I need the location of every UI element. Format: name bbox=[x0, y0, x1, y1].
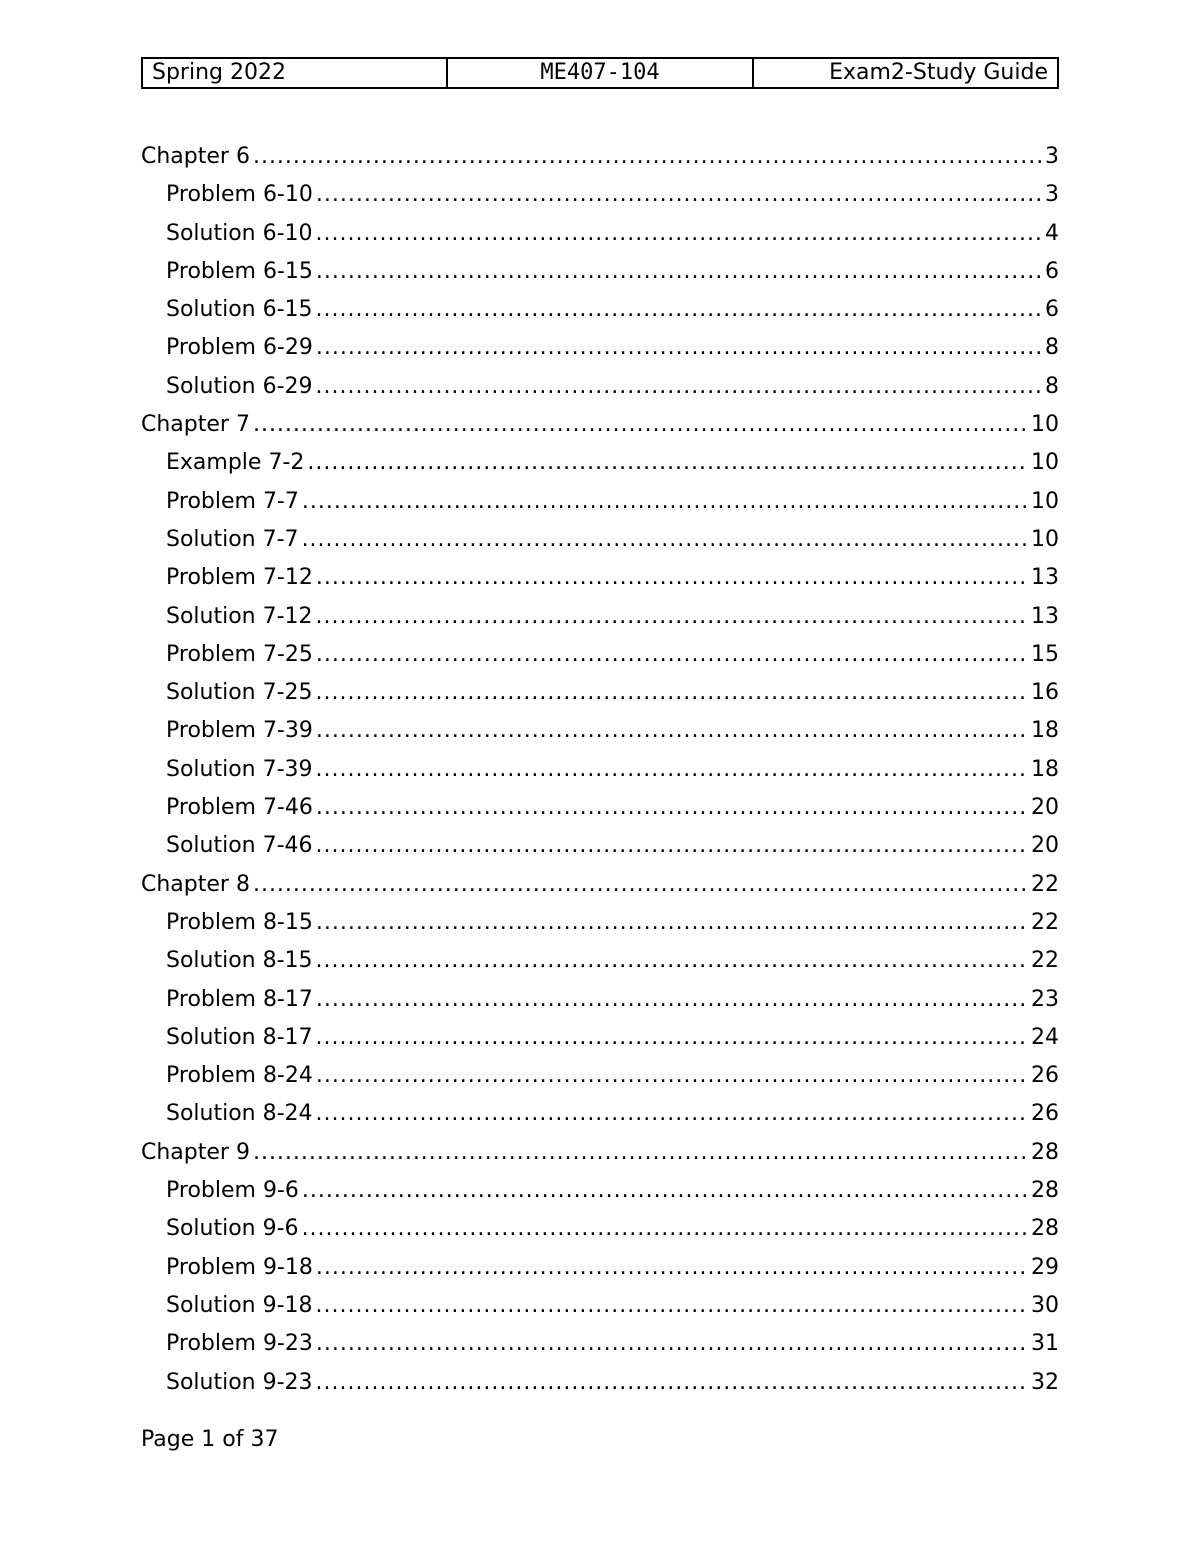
toc-item-entry[interactable] bbox=[141, 1364, 1059, 1402]
toc-chapter-entry[interactable] bbox=[141, 406, 1059, 444]
toc-entry-page: 4 bbox=[1045, 220, 1059, 246]
toc-entry-page: 6 bbox=[1045, 297, 1059, 323]
toc-entry-page: 3 bbox=[1045, 182, 1059, 208]
header-semester: Spring 2022 bbox=[152, 60, 286, 85]
toc-dot-leader bbox=[316, 674, 1028, 712]
toc-entry-label: Chapter 6 bbox=[141, 144, 250, 169]
header-title: Exam2-Study Guide bbox=[752, 59, 1057, 87]
toc-entry-page: 20 bbox=[1031, 795, 1059, 821]
toc-dot-leader bbox=[316, 827, 1028, 865]
toc-item-entry[interactable] bbox=[141, 559, 1059, 597]
toc-entry-page: 10 bbox=[1031, 488, 1059, 514]
toc-entry-page: 32 bbox=[1031, 1369, 1059, 1395]
toc-entry-page: 26 bbox=[1031, 1101, 1059, 1127]
header-course: ME407-104 bbox=[446, 59, 751, 87]
toc-entry-page: 3 bbox=[1045, 144, 1059, 169]
toc-entry-page: 10 bbox=[1031, 412, 1059, 438]
toc-item-entry[interactable] bbox=[141, 674, 1059, 712]
toc-entry-label: Problem 7-25 bbox=[166, 641, 313, 667]
page-header bbox=[141, 57, 1059, 89]
toc-dot-leader bbox=[316, 636, 1028, 674]
toc-dot-leader bbox=[316, 1095, 1028, 1133]
toc-item-entry[interactable] bbox=[141, 942, 1059, 980]
toc-entry-page: 16 bbox=[1031, 680, 1059, 706]
toc-entry-label: Solution 6-10 bbox=[166, 220, 313, 246]
toc-entry-page: 8 bbox=[1045, 335, 1059, 361]
toc-entry-page: 26 bbox=[1031, 1063, 1059, 1089]
toc-entry-page: 28 bbox=[1031, 1216, 1059, 1242]
toc-item-entry[interactable] bbox=[141, 521, 1059, 559]
toc-entry-label: Solution 9-18 bbox=[166, 1292, 313, 1318]
toc-item-entry[interactable] bbox=[141, 1249, 1059, 1287]
toc-entry-label: Chapter 7 bbox=[141, 412, 250, 438]
toc-item-entry[interactable] bbox=[141, 1210, 1059, 1248]
toc-entry-page: 24 bbox=[1031, 1024, 1059, 1050]
toc-entry-label: Solution 6-15 bbox=[166, 297, 313, 323]
toc-entry-page: 28 bbox=[1031, 1178, 1059, 1204]
toc-entry-label: Chapter 9 bbox=[141, 1139, 250, 1165]
toc-entry-label: Solution 7-25 bbox=[166, 680, 313, 706]
toc-item-entry[interactable] bbox=[141, 368, 1059, 406]
toc-item-entry[interactable] bbox=[141, 1019, 1059, 1057]
toc-entry-label: Problem 6-15 bbox=[166, 258, 313, 284]
table-of-contents bbox=[141, 138, 1059, 1402]
toc-entry-label: Solution 8-24 bbox=[166, 1101, 313, 1127]
toc-dot-leader bbox=[316, 1057, 1028, 1095]
toc-item-entry[interactable] bbox=[141, 981, 1059, 1019]
toc-entry-label: Solution 7-12 bbox=[166, 603, 313, 629]
toc-dot-leader bbox=[307, 444, 1028, 482]
toc-entry-page: 22 bbox=[1031, 948, 1059, 974]
toc-entry-label: Example 7-2 bbox=[166, 450, 305, 476]
toc-entry-page: 18 bbox=[1031, 718, 1059, 744]
toc-entry-label: Problem 9-6 bbox=[166, 1178, 299, 1204]
toc-item-entry[interactable] bbox=[141, 329, 1059, 367]
toc-chapter-entry[interactable] bbox=[141, 866, 1059, 904]
toc-dot-leader bbox=[253, 406, 1028, 444]
toc-item-entry[interactable] bbox=[141, 789, 1059, 827]
toc-entry-page: 31 bbox=[1031, 1331, 1059, 1357]
toc-item-entry[interactable] bbox=[141, 444, 1059, 482]
page-number: Page 1 of 37 bbox=[141, 1427, 279, 1452]
toc-item-entry[interactable] bbox=[141, 1057, 1059, 1095]
toc-entry-label: Problem 6-29 bbox=[166, 335, 313, 361]
toc-entry-label: Problem 6-10 bbox=[166, 182, 313, 208]
toc-item-entry[interactable] bbox=[141, 1172, 1059, 1210]
toc-dot-leader bbox=[316, 291, 1042, 329]
toc-dot-leader bbox=[316, 1287, 1028, 1325]
toc-entry-label: Solution 7-39 bbox=[166, 756, 313, 782]
toc-entry-page: 10 bbox=[1031, 526, 1059, 552]
toc-item-entry[interactable] bbox=[141, 1095, 1059, 1133]
toc-dot-leader bbox=[316, 598, 1028, 636]
toc-entry-page: 6 bbox=[1045, 258, 1059, 284]
toc-item-entry[interactable] bbox=[141, 483, 1059, 521]
toc-entry-page: 20 bbox=[1031, 833, 1059, 859]
toc-entry-page: 23 bbox=[1031, 986, 1059, 1012]
toc-entry-label: Problem 7-39 bbox=[166, 718, 313, 744]
toc-item-entry[interactable] bbox=[141, 712, 1059, 750]
toc-dot-leader bbox=[316, 904, 1028, 942]
toc-item-entry[interactable] bbox=[141, 598, 1059, 636]
toc-entry-page: 13 bbox=[1031, 603, 1059, 629]
toc-entry-page: 28 bbox=[1031, 1139, 1059, 1165]
toc-dot-leader bbox=[302, 1172, 1028, 1210]
toc-entry-label: Problem 8-15 bbox=[166, 909, 313, 935]
toc-entry-label: Problem 9-23 bbox=[166, 1331, 313, 1357]
toc-entry-page: 8 bbox=[1045, 373, 1059, 399]
toc-entry-page: 29 bbox=[1031, 1254, 1059, 1280]
toc-item-entry[interactable] bbox=[141, 253, 1059, 291]
toc-item-entry[interactable] bbox=[141, 291, 1059, 329]
toc-dot-leader bbox=[316, 253, 1042, 291]
toc-entry-label: Problem 7-46 bbox=[166, 795, 313, 821]
toc-dot-leader bbox=[253, 866, 1028, 904]
toc-dot-leader bbox=[253, 1134, 1028, 1172]
toc-entry-page: 13 bbox=[1031, 565, 1059, 591]
toc-item-entry[interactable] bbox=[141, 751, 1059, 789]
toc-entry-page: 30 bbox=[1031, 1292, 1059, 1318]
toc-entry-label: Problem 7-12 bbox=[166, 565, 313, 591]
toc-entry-label: Solution 8-15 bbox=[166, 948, 313, 974]
toc-entry-page: 15 bbox=[1031, 641, 1059, 667]
toc-entry-page: 10 bbox=[1031, 450, 1059, 476]
toc-entry-page: 22 bbox=[1031, 871, 1059, 897]
toc-item-entry[interactable] bbox=[141, 827, 1059, 865]
toc-entry-label: Solution 7-46 bbox=[166, 833, 313, 859]
toc-entry-label: Solution 8-17 bbox=[166, 1024, 313, 1050]
toc-dot-leader bbox=[316, 751, 1028, 789]
toc-entry-page: 22 bbox=[1031, 909, 1059, 935]
toc-item-entry[interactable] bbox=[141, 176, 1059, 214]
toc-item-entry[interactable] bbox=[141, 1287, 1059, 1325]
toc-dot-leader bbox=[316, 981, 1028, 1019]
toc-dot-leader bbox=[302, 1210, 1028, 1248]
toc-entry-label: Problem 8-17 bbox=[166, 986, 313, 1012]
toc-entry-page: 18 bbox=[1031, 756, 1059, 782]
toc-dot-leader bbox=[316, 1325, 1028, 1363]
toc-entry-label: Solution 9-23 bbox=[166, 1369, 313, 1395]
toc-dot-leader bbox=[316, 176, 1042, 214]
toc-entry-label: Solution 6-29 bbox=[166, 373, 313, 399]
toc-dot-leader bbox=[253, 138, 1042, 176]
toc-chapter-entry[interactable] bbox=[141, 1134, 1059, 1172]
toc-dot-leader bbox=[316, 712, 1028, 750]
toc-item-entry[interactable] bbox=[141, 215, 1059, 253]
toc-dot-leader bbox=[316, 1249, 1028, 1287]
toc-entry-label: Solution 9-6 bbox=[166, 1216, 299, 1242]
toc-dot-leader bbox=[316, 942, 1028, 980]
toc-dot-leader bbox=[316, 368, 1042, 406]
toc-entry-label: Problem 8-24 bbox=[166, 1063, 313, 1089]
toc-dot-leader bbox=[316, 1019, 1028, 1057]
toc-entry-label: Solution 7-7 bbox=[166, 526, 299, 552]
toc-item-entry[interactable] bbox=[141, 904, 1059, 942]
toc-dot-leader bbox=[316, 1364, 1028, 1402]
toc-entry-label: Problem 7-7 bbox=[166, 488, 299, 514]
toc-dot-leader bbox=[316, 329, 1042, 367]
toc-dot-leader bbox=[302, 521, 1028, 559]
toc-item-entry[interactable] bbox=[141, 1325, 1059, 1363]
toc-item-entry[interactable] bbox=[141, 636, 1059, 674]
toc-dot-leader bbox=[316, 215, 1042, 253]
toc-dot-leader bbox=[316, 559, 1028, 597]
toc-dot-leader bbox=[302, 483, 1028, 521]
toc-entry-label: Problem 9-18 bbox=[166, 1254, 313, 1280]
toc-dot-leader bbox=[316, 789, 1028, 827]
toc-entry-label: Chapter 8 bbox=[141, 871, 250, 897]
toc-chapter-entry[interactable] bbox=[141, 138, 1059, 176]
